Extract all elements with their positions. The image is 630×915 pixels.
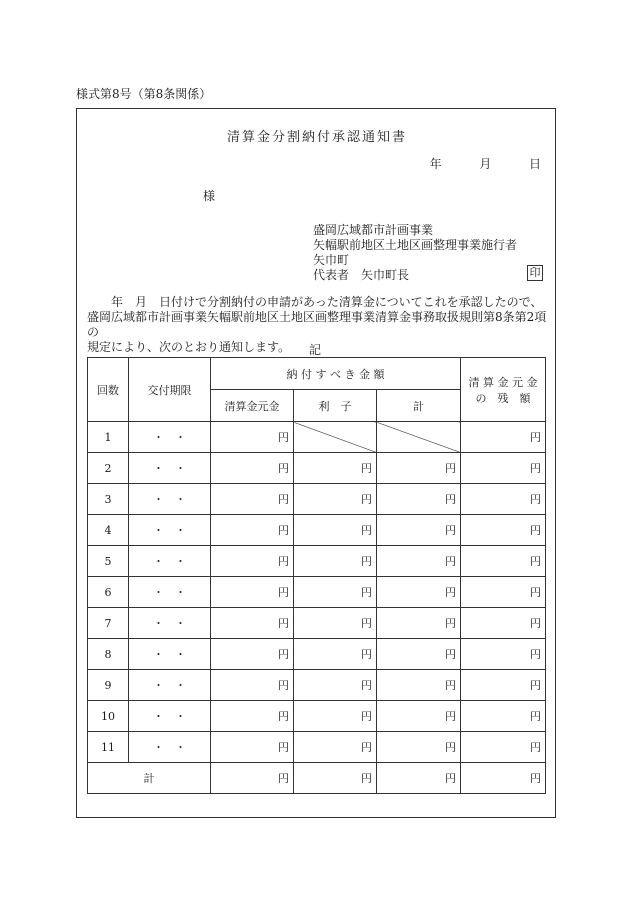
row-balance: 円 — [461, 546, 546, 577]
form-number-label: 様式第8号（第8条関係） — [76, 87, 212, 101]
row-due-date: ・ ・ — [129, 732, 211, 763]
table-row — [88, 701, 546, 732]
row-interest: 円 — [294, 546, 377, 577]
body-line-3: 規定により、次のとおり通知します。 — [87, 340, 291, 354]
header-amount-group: 納 付 す べ き 金 額 — [211, 358, 461, 390]
row-total: 円 — [377, 639, 461, 670]
table-row — [88, 484, 546, 515]
row-due-date: ・ ・ — [129, 701, 211, 732]
row-principal: 円 — [211, 515, 294, 546]
row-principal: 円 — [211, 701, 294, 732]
row-total: 円 — [377, 732, 461, 763]
footer-balance: 円 — [461, 763, 546, 794]
row-number: 11 — [88, 732, 129, 763]
row-total: 円 — [377, 546, 461, 577]
row-due-date: ・ ・ — [129, 670, 211, 701]
row-principal: 円 — [211, 639, 294, 670]
header-balance — [461, 358, 546, 422]
row-interest: 円 — [294, 608, 377, 639]
row-interest: 円 — [294, 701, 377, 732]
ki-label: 記 — [309, 343, 322, 357]
sender-line-3: 矢巾町 — [313, 253, 350, 267]
row-balance: 円 — [461, 453, 546, 484]
row-balance: 円 — [461, 701, 546, 732]
row-total: 円 — [377, 577, 461, 608]
footer-principal: 円 — [211, 763, 294, 794]
date-year: 年 — [429, 157, 442, 171]
row-number: 6 — [88, 577, 129, 608]
date-month: 月 — [479, 157, 492, 171]
row-principal: 円 — [211, 484, 294, 515]
row-interest: 円 — [294, 732, 377, 763]
form-frame — [76, 108, 556, 818]
row-number: 4 — [88, 515, 129, 546]
sender-line-2: 矢幅駅前地区土地区画整理事業施行者 — [313, 238, 518, 252]
table-row — [88, 546, 546, 577]
seal-mark: 印 — [527, 265, 543, 281]
row-principal: 円 — [211, 546, 294, 577]
row-number: 2 — [88, 453, 129, 484]
header-balance-line-1: 清 算 金 元 金 — [468, 375, 538, 389]
row-balance: 円 — [461, 608, 546, 639]
footer-total-label: 計 — [88, 763, 211, 794]
header-interest: 利 子 — [294, 390, 377, 422]
footer-interest: 円 — [294, 763, 377, 794]
body-line-1: 年 月 日付けで分割納付の申請があった清算金についてこれを承認したので、 — [87, 295, 543, 309]
table-row — [88, 422, 546, 453]
row-total: 円 — [377, 484, 461, 515]
row-number: 5 — [88, 546, 129, 577]
table-row — [88, 670, 546, 701]
row-number: 9 — [88, 670, 129, 701]
row-total: 円 — [377, 515, 461, 546]
row-number: 10 — [88, 701, 129, 732]
row-due-date: ・ ・ — [129, 639, 211, 670]
row-principal: 円 — [211, 670, 294, 701]
row-interest: 円 — [294, 670, 377, 701]
row-principal: 円 — [211, 577, 294, 608]
row-balance: 円 — [461, 515, 546, 546]
date-day: 日 — [528, 157, 541, 171]
row-interest: 円 — [294, 515, 377, 546]
row-due-date: ・ ・ — [129, 608, 211, 639]
row-principal: 円 — [211, 453, 294, 484]
row-total: 円 — [377, 670, 461, 701]
row-due-date: ・ ・ — [129, 515, 211, 546]
row-due-date: ・ ・ — [129, 577, 211, 608]
row-due-date: ・ ・ — [129, 546, 211, 577]
table-row — [88, 453, 546, 484]
date-line — [430, 155, 541, 172]
installment-table — [87, 357, 546, 794]
header-balance-line-2: の 残 額 — [475, 391, 531, 405]
table-row — [88, 732, 546, 763]
row-principal: 円 — [211, 608, 294, 639]
row-balance: 円 — [461, 484, 546, 515]
row-total — [377, 422, 461, 453]
row-number: 7 — [88, 608, 129, 639]
table-row — [88, 577, 546, 608]
row-balance: 円 — [461, 422, 546, 453]
row-due-date: ・ ・ — [129, 484, 211, 515]
addressee-suffix: 様 — [203, 189, 216, 203]
row-balance: 円 — [461, 670, 546, 701]
sender-line-1: 盛岡広域都市計画事業 — [313, 223, 434, 237]
row-due-date: ・ ・ — [129, 453, 211, 484]
row-principal: 円 — [211, 732, 294, 763]
row-total: 円 — [377, 608, 461, 639]
table-body — [88, 422, 546, 763]
row-number: 3 — [88, 484, 129, 515]
row-balance: 円 — [461, 732, 546, 763]
body-line-2: 盛岡広域都市計画事業矢幅駅前地区土地区画整理事業清算金事務取扱規則第8条第2項の — [87, 310, 547, 339]
row-number: 8 — [88, 639, 129, 670]
header-total: 計 — [377, 390, 461, 422]
header-principal: 清算金元金 — [211, 390, 294, 422]
row-due-date: ・ ・ — [129, 422, 211, 453]
table-row — [88, 515, 546, 546]
row-total: 円 — [377, 453, 461, 484]
footer-total: 円 — [377, 763, 461, 794]
row-principal: 円 — [211, 422, 294, 453]
table-row — [88, 639, 546, 670]
row-interest: 円 — [294, 484, 377, 515]
document-title: 清算金分割納付承認通知書 — [226, 130, 407, 145]
row-balance: 円 — [461, 577, 546, 608]
row-interest: 円 — [294, 453, 377, 484]
row-interest — [294, 422, 377, 453]
row-interest: 円 — [294, 639, 377, 670]
header-count: 回数 — [88, 358, 129, 422]
row-balance: 円 — [461, 639, 546, 670]
row-number: 1 — [88, 422, 129, 453]
row-total: 円 — [377, 701, 461, 732]
header-due-date: 交付期限 — [129, 358, 211, 422]
row-interest: 円 — [294, 577, 377, 608]
table-row — [88, 608, 546, 639]
sender-line-4: 代表者 矢巾町長 — [313, 268, 410, 282]
